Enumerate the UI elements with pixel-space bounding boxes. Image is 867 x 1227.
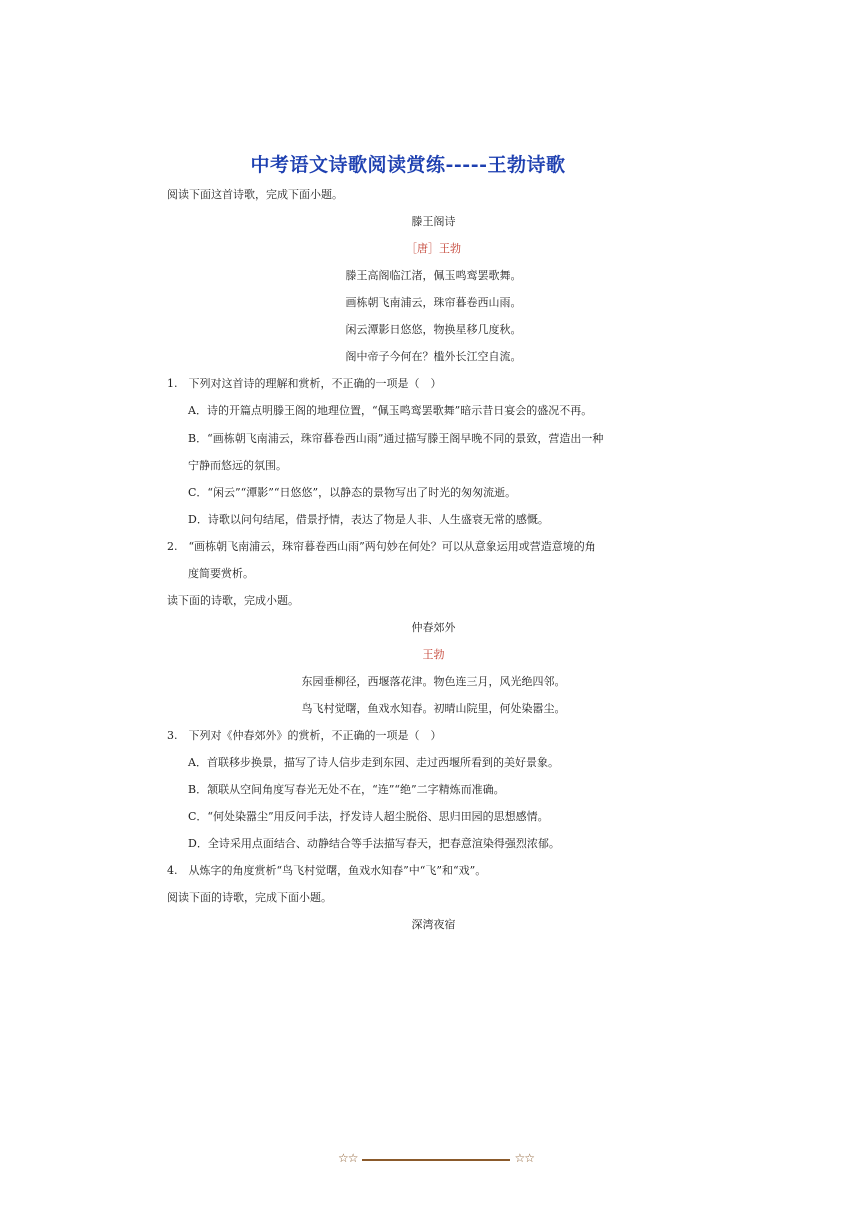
- intro-text-3: 阅读下面的诗歌，完成下面小题。: [167, 891, 332, 904]
- poem3-title: 深湾夜宿: [411, 918, 456, 931]
- question-1-option-b: B．“画栋朝飞南浦云，珠帘暮卷西山雨”通过描写滕王阁早晚不同的景致，营造出一种: [188, 432, 604, 445]
- question-3-stem: 3. 下列对《仲春郊外》的赏析，不正确的一项是（ ）: [167, 729, 442, 742]
- poem1-title: 滕王阁诗: [411, 215, 456, 228]
- poem2-title: 仲春郊外: [411, 621, 456, 634]
- footer-divider: [362, 1159, 510, 1161]
- question-2-line1: 2. “画栋朝飞南浦云，珠帘暮卷西山雨”两句妙在何处？可以从意象运用或营造意境的角: [167, 540, 596, 553]
- footer-ornament: [338, 1153, 534, 1167]
- question-1-option-c: C．“闲云”“潭影”“日悠悠”，以静态的景物写出了时光的匆匆流逝。: [188, 486, 517, 499]
- question-1-option-b-cont: 宁静而悠远的氛围。: [188, 459, 287, 472]
- question-1-option-a: A．诗的开篇点明滕王阁的地理位置，“佩玉鸣鸾罢歌舞”暗示昔日宴会的盛况不再。: [188, 404, 593, 417]
- question-1-stem: 1. 下列对这首诗的理解和赏析，不正确的一项是（ ）: [167, 377, 442, 390]
- question-1-option-d: D．诗歌以问句结尾，借景抒情，表达了物是人非、人生盛衰无常的感慨。: [188, 513, 549, 526]
- poem2-line: 东园垂柳径，西堰落花津。物色连三月，风光绝四邻。: [301, 675, 566, 688]
- poem1-line: 阁中帝子今何在？槛外长江空自流。: [345, 350, 522, 363]
- question-3-option-a: A．首联移步换景，描写了诗人信步走到东园、走过西堰所看到的美好景象。: [188, 756, 559, 769]
- question-4: 4. 从炼字的角度赏析“鸟飞村觉曙，鱼戏水知春”中“飞”和“戏”。: [167, 864, 487, 877]
- page-title: 中考语文诗歌阅读赏练-----王勃诗歌: [250, 154, 566, 176]
- intro-text-1: 阅读下面这首诗歌，完成下面小题。: [167, 188, 343, 201]
- poem1-line: 滕王高阁临江渚，佩玉鸣鸾罢歌舞。: [345, 269, 522, 282]
- question-3-option-d: D．全诗采用点面结合、动静结合等手法描写春天，把春意渲染得强烈浓郁。: [188, 837, 560, 850]
- star-icon: ☆☆: [514, 1151, 534, 1165]
- poem1-line: 闲云潭影日悠悠，物换星移几度秋。: [345, 323, 522, 336]
- question-3-option-b: B．颔联从空间角度写春光无处不在，“连”“绝”二字精炼而准确。: [188, 783, 505, 796]
- poem1-line: 画栋朝飞南浦云，珠帘暮卷西山雨。: [345, 296, 522, 309]
- question-2-line2: 度简要赏析。: [188, 567, 254, 580]
- poem1-author: ［唐］王勃: [406, 242, 461, 255]
- star-icon: ☆☆: [338, 1151, 358, 1165]
- poem2-line: 鸟飞村觉曙，鱼戏水知春。初晴山院里，何处染嚣尘。: [301, 702, 566, 715]
- intro-text-2: 读下面的诗歌，完成小题。: [167, 594, 299, 607]
- poem2-author: 王勃: [422, 648, 445, 661]
- question-3-option-c: C．“何处染嚣尘”用反问手法，抒发诗人超尘脱俗、思归田园的思想感情。: [188, 810, 549, 823]
